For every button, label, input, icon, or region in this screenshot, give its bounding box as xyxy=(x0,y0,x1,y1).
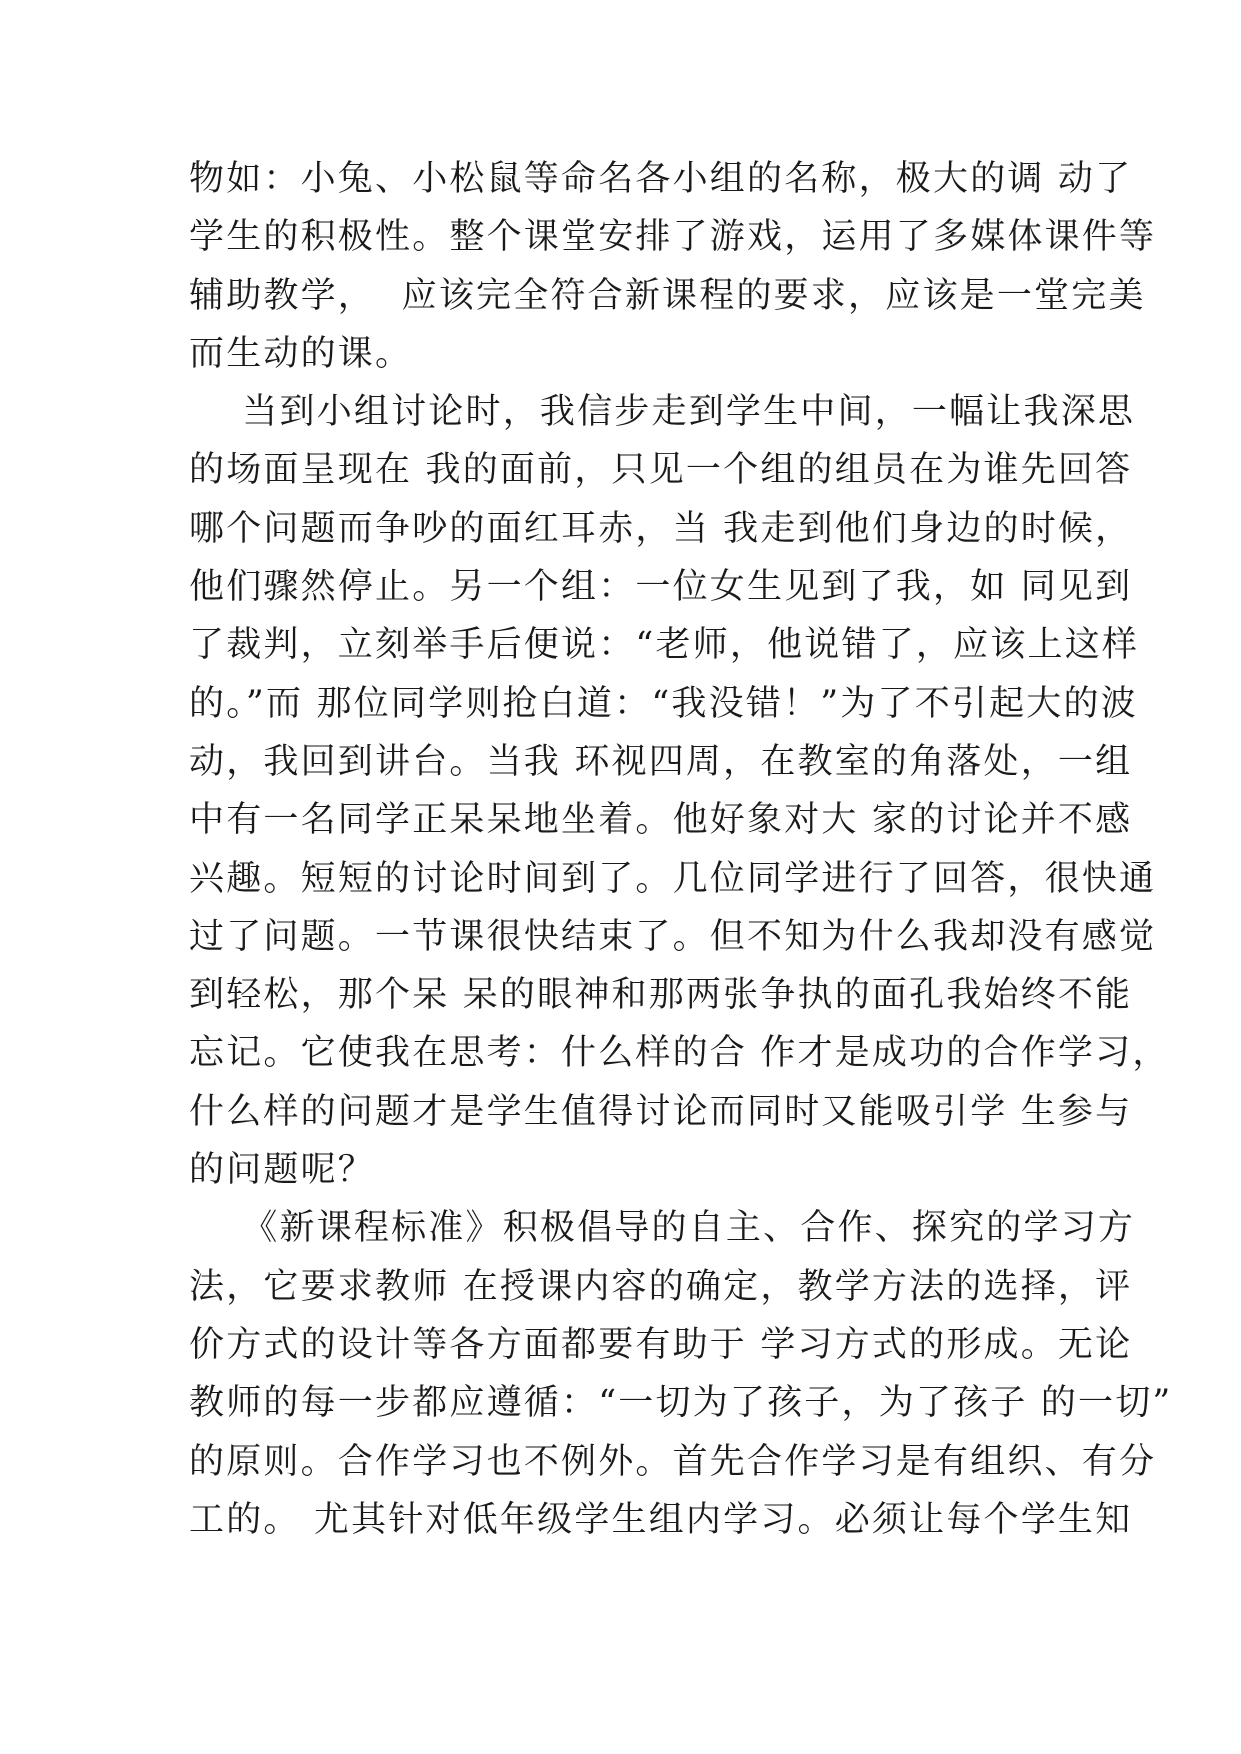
text-line: 学生的积极性。整个课堂安排了游戏，运用了多媒体课件等 xyxy=(189,217,1157,258)
text-line: 的问题呢？ xyxy=(189,1150,376,1191)
text-line: 而生动的课。 xyxy=(189,333,413,374)
text-line: 教师的每一步都应遵循：“一切为了孩子，为了孩子 的一切” xyxy=(189,1383,1173,1424)
text-line: 当到小组讨论时，我信步走到学生中间，一幅让我深思 xyxy=(189,392,1136,433)
text-line: 忘记。它使我在思考：什么样的合 作才是成功的合作学习， xyxy=(189,1033,1170,1074)
text-line: 什么样的问题才是学生值得讨论而同时又能吸引学 生参与 xyxy=(189,1091,1133,1132)
text-line: 辅助教学， 应该完全符合新课程的要求，应该是一堂完美 xyxy=(189,275,1146,316)
text-line: 兴趣。短短的讨论时间到了。几位同学进行了回答，很快通 xyxy=(189,858,1157,899)
text-line: 他们骤然停止。另一个组：一位女生见到了我，如 同见到 xyxy=(189,567,1133,608)
text-line: 《新课程标准》积极倡导的自主、合作、探究的学习方 xyxy=(189,1208,1136,1249)
text-line: 过了问题。一节课很快结束了。但不知为什么我却没有感觉 xyxy=(189,916,1157,957)
document-body xyxy=(189,150,1173,1549)
text-line: 动，我回到讲台。当我 环视四周，在教室的角落处，一组 xyxy=(189,741,1133,782)
text-line: 工的。 尤其针对低年级学生组内学习。必须让每个学生知 xyxy=(189,1499,1133,1540)
text-line: 的场面呈现在 我的面前，只见一个组的组员在为谁先回答 xyxy=(189,450,1133,491)
text-line: 的原则。合作学习也不例外。首先合作学习是有组织、有分 xyxy=(189,1441,1157,1482)
text-line: 中有一名同学正呆呆地坐着。他好象对大 家的讨论并不感 xyxy=(189,800,1133,841)
text-line: 价方式的设计等各方面都要有助于 学习方式的形成。无论 xyxy=(189,1324,1133,1365)
text-line: 哪个问题而争吵的面红耳赤，当 我走到他们身边的时候， xyxy=(189,508,1133,549)
text-line: 物如：小兔、小松鼠等命名各小组的名称，极大的调 动了 xyxy=(189,159,1133,199)
text-line: 法，它要求教师 在授课内容的确定，教学方法的选择，评 xyxy=(189,1266,1133,1307)
text-line: 到轻松，那个呆 呆的眼神和那两张争执的面孔我始终不能 xyxy=(189,975,1133,1016)
text-line: 的。”而 那位同学则抢白道：“我没错！”为了不引起大的波 xyxy=(189,683,1138,724)
text-line: 了裁判，立刻举手后便说：“老师，他说错了，应该上这样 xyxy=(189,625,1140,666)
